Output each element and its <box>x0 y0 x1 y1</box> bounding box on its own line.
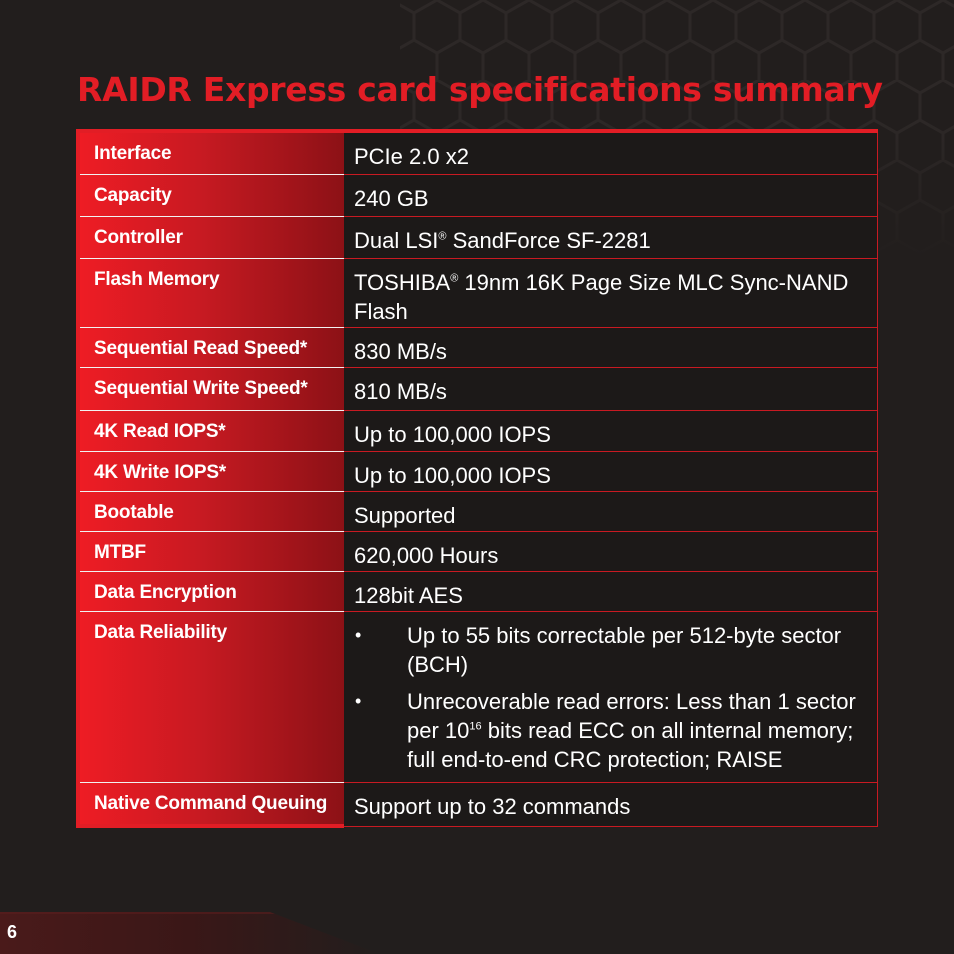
table-row <box>78 410 878 451</box>
spec-value: Support up to 32 commands <box>344 782 878 826</box>
table-row <box>78 216 878 258</box>
spec-value: Supported <box>344 491 878 531</box>
spec-value <box>344 258 878 327</box>
spec-value: 830 MB/s <box>344 327 878 367</box>
bullet-icon: • <box>355 690 362 711</box>
spec-value: 128bit AES <box>344 571 878 611</box>
spec-label: Capacity <box>78 174 344 216</box>
spec-value: 810 MB/s <box>344 367 878 410</box>
spec-value: Up to 100,000 IOPS <box>344 410 878 451</box>
table-row <box>78 174 878 216</box>
list-item <box>354 621 867 679</box>
registered-mark: ® <box>450 272 459 285</box>
spec-label: 4K Read IOPS* <box>78 410 344 451</box>
table-row <box>78 531 878 571</box>
spec-value: 240 GB <box>344 174 878 216</box>
spec-value <box>344 216 878 258</box>
spec-value-text: TOSHIBA <box>354 269 451 295</box>
spec-label: Interface <box>78 131 344 174</box>
spec-label: Data Reliability <box>78 611 344 782</box>
page-number: 6 <box>7 922 18 942</box>
spec-label: Sequential Write Speed* <box>78 367 344 410</box>
table-row <box>78 258 878 327</box>
page-title: RAIDR Express card specifications summary <box>77 70 883 109</box>
table-row <box>78 571 878 611</box>
spec-value-text: 19nm 16K Page Size MLC Sync-NAND Flash <box>354 269 849 324</box>
spec-label: 4K Write IOPS* <box>78 451 344 491</box>
table-row <box>78 491 878 531</box>
specifications-table <box>76 129 878 828</box>
spec-label: Controller <box>78 216 344 258</box>
spec-label: Bootable <box>78 491 344 531</box>
exponent: 16 <box>469 720 482 733</box>
spec-label: Sequential Read Speed* <box>78 327 344 367</box>
spec-value <box>344 611 878 782</box>
spec-value: 620,000 Hours <box>344 531 878 571</box>
bullet-list <box>354 621 867 774</box>
table-row <box>78 327 878 367</box>
registered-mark: ® <box>438 230 447 243</box>
spec-value: PCIe 2.0 x2 <box>344 131 878 174</box>
list-item-text: bits read ECC on all internal memory; full end-to-end CRC protection; RAISE <box>407 717 854 772</box>
spec-value-text: Dual LSI <box>354 227 439 253</box>
table-row <box>78 782 878 826</box>
table-row <box>78 131 878 174</box>
bullet-icon: • <box>355 624 362 645</box>
spec-value-text: SandForce SF-2281 <box>446 227 651 253</box>
table-row <box>78 611 878 782</box>
table-row <box>78 367 878 410</box>
spec-value: Up to 100,000 IOPS <box>344 451 878 491</box>
list-item-text: Unrecoverable read errors: Less than 1 sector per 10 <box>407 688 856 743</box>
spec-label: MTBF <box>78 531 344 571</box>
table-row <box>78 451 878 491</box>
list-item <box>354 687 867 774</box>
spec-label: Flash Memory <box>78 258 344 327</box>
spec-label: Native Command Queuing <box>78 782 344 826</box>
list-item-text: Up to 55 bits correctable per 512-byte sector (BCH) <box>407 622 842 677</box>
spec-label: Data Encryption <box>78 571 344 611</box>
